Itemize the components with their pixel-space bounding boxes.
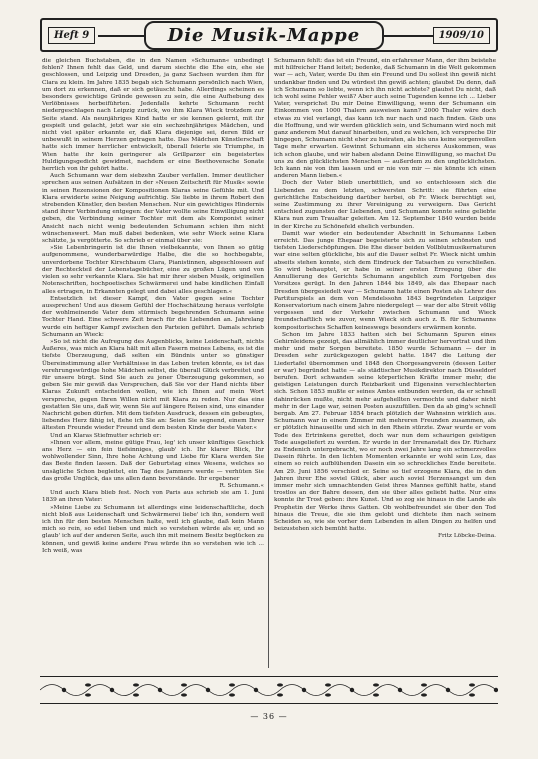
paragraph: Und auch Klara blieb fest. Noch von Paris aus schrieb sie am 1. Juni 1839 an ihren Vater: bbox=[42, 490, 264, 504]
paragraph: Schumann fehlt: das ist ein Freund, ein erfahrener Mann, der ihm beistehe mit hilfreicher Hand leitet; bedenke, daß Schumann in die Welt gekommen war — ach, Vater, werde Du ihm ein Freund und Du sollest ihn gewiß nicht undankbar finden und Du würdest ihn gewiß achten; glaubst Du denn, daß ich Schumann so liebte, wenn ich ihn nicht achtete? glaubst Du nicht, daß ich wohl seine Fehler weiß? Aber auch seine Tugenden kenne ich ... Lieber Vater, versprichst Du mir Deine Einwilligung, wenn der Schumann ein Einkommen von 1000 Thalern ausweisen kann? 2000 Thaler wäre doch etwas zu viel verlangt, das kann ich nur nach und nach finden. Gieb uns die Hoffnung, und wir werden glücklich sein, und Schumann wird noch mit ganz anderem Mut darauf hinarbeiten, und zu welchen, ich verspreche Dir hingegen, Schumann nicht eher zu heiraten, als bis uns keine sorgenvollen Tage mehr erwarten. Gewinnt Schumann ein sicheres Auskommen, was ich schon glaube, und wir haben alsdann Deine Einwilligung, so machst Du uns zu den glücklichsten Menschen — außerdem zu den unglücklichsten. Ich kann nie von ihm lassen und er nie von mir — nie könnte ich einen anderen Mann lieben.« bbox=[274, 58, 496, 180]
paragraph: Fritz Löbcke-Deina. bbox=[437, 533, 496, 540]
issue-label: Heft 9 bbox=[48, 27, 95, 44]
column-divider bbox=[268, 58, 269, 668]
paragraph: Auch Schumann war dem siebzehn Zauber verfallen. Immer deutlicher sprechen aus seinen Aufsätzen in der »Neuen Zeitschrift für Musik« sowie in seinen Rezensionen der Kompositionen Klaras seine Gefühle mit. Und Klara erwiderte seine Neigung aufrichtig. Sie liebte in ihrem Robert den strebenden Künstler, den besten Menschen. Nur ein gewichtiges Hindernis stand ihrer Verbindung entgegen: der Vater wollte seine Einwilligung nicht geben, die Verbindung seiner Tochter mit dem als Komponist seiner Ansicht nach nicht wenig bedeutenden Schumann schien ihm nicht wünschenswert. Man muß dabei bedenken, wie sehr Wieck seine Klara schätzte, ja vergötterte. So schrieb er einmal über sie: bbox=[42, 173, 264, 245]
magazine-title: Die Musik-Mappe bbox=[144, 21, 385, 50]
paragraph: »Sie Lebenbringerin ist die Ihnen vielbekannte, von Ihnen so gütig aufgenommene, wunderbarwürdige Halbe, die die so hochbegabte, unverdorbene Tochter Kirschbaum Clara, Pianistinnen, abgeschlossen auf der Rechteckteil der Lebenstagebücher, eine zu großen Lügen und von vielen so sehr verkannte Klara. Sie hat mir ihrer sieben Musik, originellen Notenschriften, hochpoetisches Schwärmerei und habe kindlichen Einfall alles ertragen, in Erkannten gelegt und dabei alles geschlagen.« bbox=[42, 245, 264, 295]
ornament-pattern bbox=[40, 677, 498, 703]
paragraph: Doch der Vater blieb unerbittlich, und so entschlossen sich die Liebenden zu dem letzten, schwersten Schritt: sie führten eine gerichtliche Entscheidung darüber herbei, ob Fr. Wieck berechtigt sei, seine Zustimmung zu ihrer Vereinigung zu verweigern. Das Gericht entschied zugunsten der Liebenden, und Schumann konnte seine geliebte Klara nun zum Traualtar geleiten. Am 12. September 1840 wurden beide in der Kirche zu Schönefeld ehelich verbunden. bbox=[274, 180, 496, 230]
paragraph: Und an Klaras Stiefmutter schrieb er: bbox=[50, 432, 162, 439]
year-label: 1909/10 bbox=[433, 27, 490, 44]
paragraph: »Meine Liebe zu Schumann ist allerdings eine leidenschaftliche, doch nicht bloß aus Leidenschaft und Schwärmerei liebe' ich ihn, sondern weil ich ihn für den besten Menschen halte, weil ich glaube, daß kein Mann mich so rein, so edel lieben und mich so verstehen würde als er, und so glaub' ich auf der anderen Seite, auch ihn mit meinem Besitz beglücken zu können, und gewiß keine andere Frau würde ihn so verstehen wie ich ... Ich weiß, was bbox=[42, 504, 264, 554]
paragraph: »So ist nicht die Aufregung des Augenblicks, keine Leidenschaft, nichts Äußeres, was mich an Klara hält mit allen Fasern meines Lebens, es ist die tiefste Überzeugung, daß selten ein Bündnis unter so günstiger Übereinstimmung aller Verhältnisse in das Leben treten könnte, es ist das verehrungswürdige hohe Mädchen selbst, die überall Glück verbreitet und für unsere bürgt. Sind Sie auch zu jener Überzeugung gekommen, so geben Sie mir gewiß das Versprechen, daß Sie vor der Hand nichts über Klaras Zukunft entscheiden wollen, wie ich Ihnen auf mein Wort verspreche, gegen Ihren Willen nicht mit Klara zu reden. Nur das eine gestatten Sie uns, daß wir, wenn Sie auf längere Reisen sind, uns einander Nachricht geben dürfen. Mit dem tiefsten Ausdruck, dessen ein gebeugtes, liebendes Herz fähig ist, flehe ich Sie an: Seien Sie segnend, einem Ihrer ältesten Freunde wieder Freund und dem besten Kinde der beste Vater.« bbox=[42, 338, 264, 432]
paragraph: die gleichen Buchstaben, die in den Namen »Schumann« unbedingt fehlen? Ihnen fehlt das Geld, und darum siechte die Ehe ein, ehe sie geschlossen, und Leipzig und Dresden, ja ganz Sachsen wurden ihm für Clara zu klein. Im Jahre 1835 begab sich Schumann persönlich nach Wien, um dort zu erkennen, daß er sich getäuscht habe. Allerdings scheinen es besonders gewichtige Gründe gewesen zu sein, die eine Aufhebung des Verlöbnisses herbeiführten. Jedenfalls kehrte Schumann recht niedergeschlagen nach Leipzig zurück, wo ihm Klara Wieck trotzdem zur Seite stand. Als neunjähriges Kind hatte er sie kennen gelernt, mit ihr gespielt und gelacht, jetzt war sie ein sechzehnjähriges Mädchen, und nicht viel später erkannte er, daß Klara diejenige sei, deren Bild er unbewußt in seinem Herzen getragen hatte. Das Mädchen Künstlerschaft hatte sich immer herrlicher entwickelt, überall feierte sie Triumphe, in Wien hatte ihr kein geringerer als Grillparzer ein begeistertes Huldigungsgedicht gewidmet, nachdem er eine Beethovensche Sonate herrlich von ihr gehört hatte. bbox=[42, 58, 264, 173]
page-number: — 36 — bbox=[250, 712, 288, 721]
floral-ornament-border bbox=[40, 676, 498, 704]
paragraph: »Ihnen vor allem, meine gütige Frau, leg' ich unser künftiges Geschick ans Herz — ein fein tiefsinniges, glaub' ich. Ihr klarer Blick, Ihr wohlwollender Sinn, Ihre hohe Achtung und Liebe für Klara werden Sie das Beste finden lassen. Daß der Geburtstag eines Wesens, welches so unsägliche Schon begleitet, ein Tag des Jammers werde — verhüten Sie das große Unglück, das uns allen dann bevorstände. Ihr ergebener bbox=[42, 439, 264, 482]
article-body bbox=[42, 58, 496, 668]
paragraph: Entsetzlich ist dieser Kampf, den Vater gegen seine Tochter aussprechen! Und aus diesem Gefühl der Hochschätzung heraus verfolgte der wohlmeinende Vater dem stürmisch begehrenden Schumann seine Tochter Hand. Eine schwere Zeit brach für die Liebenden an. Jahrelang wurde ein heftiger Kampf zwischen den Parteien geführt. Damals schrieb Schumann an Wieck: bbox=[42, 295, 264, 338]
left-column bbox=[42, 58, 264, 668]
page-header bbox=[40, 18, 498, 52]
paragraph: R. Schumann.« bbox=[219, 482, 264, 489]
right-column bbox=[274, 58, 496, 668]
paragraph: Schon im Jahre 1833 hatten sich bei Schumann Spuren eines Gehirnleidens gezeigt, das allmählich immer deutlicher hervortrat und ihm mehr und mehr Sorgen bereitete. 1850 wurde Schumann — der in Dresden sehr zurückgezogen gelebt hatte. 1847 die Leitung der Liedertafel übernommen und 1848 den Chorgesangverein (dessen Leiter er war) begründet hatte — als städtischer Musikdirektor nach Düsseldorf berufen. Dort schwanden seine körperlichen Kräfte immer mehr, die geistigen Leistungen durch Reizbarkeit und Eigensinn verschlechterten sich. Schon 1853 mußte er seines Amtes entbunden werden, da er schnell dahinrücken mußte, nicht mehr aufgehellten vermochte und daher nicht mehr in der Lage war, seinen Posten auszufüllen. Den da ab ging's schnell bergab. Am 27. Februar 1854 brach plötzlich der Wahnsinn wirklich aus. Schumann war in einem Zimmer mit mehreren Freunden zusammen, als er plötzlich hinauseilte und sich in den Rhein stürzte. Zwar wurde er vom Tode des Ertrinkens gerettet, doch war nun dem schaurigen geistigen Tode ausgeliefert zu werden. Er wurde in der Irrenanstalt des Dr. Richarz zu Endenich untergebracht, wo er noch zwei Jahre lang ein schmerzvolles Dasein führte. In den lichten Momenten erkannte er wohl sein Los, das einem so reich aufblühenden Dasein ein so schreckliches Ende bereitete. Am 29. Juni 1856 verschied er. Seine so tief erzogene Klara, die in den Jahren ihrer Ehe soviel Glück, aber auch soviel Herzensangst um den immer mehr sich umnachtenden Geist ihres Mannes gefühlt hatte, stand trostlos an der Bahre dessen, den sie über alles geliebt hatte. Nur eins konnte ihr Trost geben: ihre Kunst. Und so zog sie hinaus in die Lande als Prophetin der Werke ihres Gatten. Ob wohlbefreundet sie über den Tod hinaus die Treue, die sie ihm gelobt und dichtete ihm nach seinem Scheiden so, wie sie vorher dem Lebenden in allen Dingen zu helfen und beizustehen sich bemüht hatte. bbox=[274, 331, 496, 533]
paragraph: Damit war wieder ein bedeutender Abschnitt in Schumanns Leben erreicht. Das junge Ehepaar begeisterte sich zu seinen schönsten und tiefsten Liederschöpfungen. Die Ehe dieser beiden Vollblutmusikernaturen war eine selten glückliche, bis auf die Dauer selbst Fr. Wieck nicht umhin abseits stehen konnte, sich dem Eindruck der Tatsachen zu verschließen. So wird behauptet, er habe in seiner ersten Erregung über die Annullierung des Gerichts Schumann angeblich zum Fortgeben des Vorsitzes gerügt. In den Jahren 1844 bis 1849, als das Ehepaar nach Dresden übergesiedelt war — Schumann hatte einen Posten als Lehrer des Partiturspiels an dem von Mendelssohn 1843 begründeten Leipziger Konservatorium nach einem Jahre niedergelegt — war der alte Streit völlig vergessen und der Verkehr zwischen Schumann und Wieck freundschaftlich wie zuvor, wenn Wieck sich auch z. B. für Schumanns kompositorisches Schaffen keineswegs besonders erwärmen konnte. bbox=[274, 230, 496, 331]
